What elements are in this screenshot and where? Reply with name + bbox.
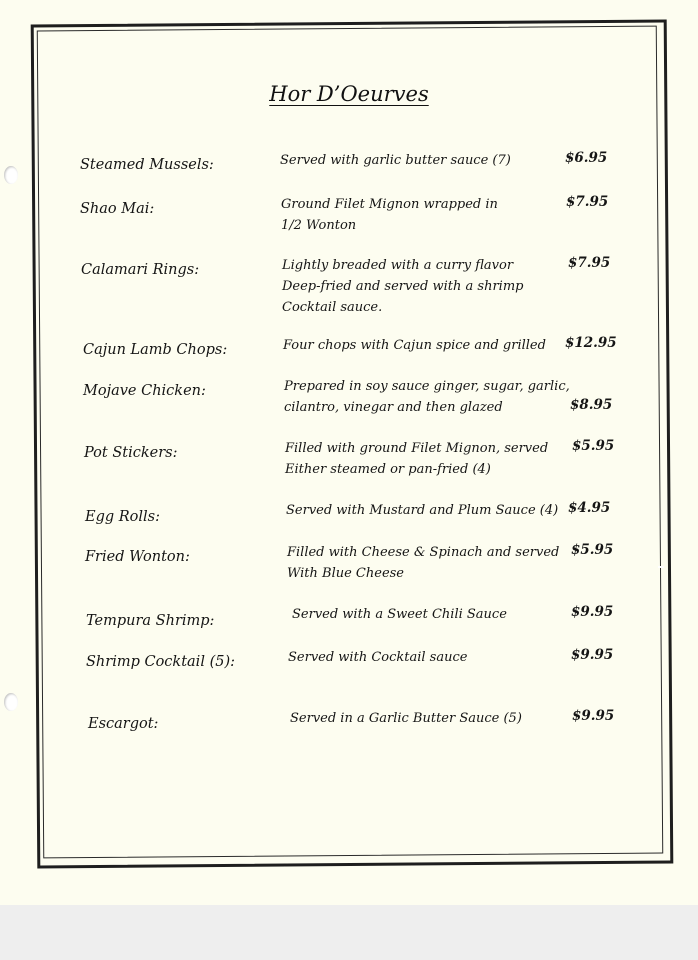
- description-line: Served with a Sweet Chili Sauce: [292, 607, 507, 622]
- menu-item: [0, 376, 698, 436]
- menu-item-name: Cajun Lamb Chops:: [83, 342, 228, 358]
- menu-item-price: $5.95: [571, 542, 614, 558]
- menu-item-name: Fried Wonton:: [85, 549, 190, 565]
- menu-item-name: Tempura Shrimp:: [86, 613, 215, 629]
- menu-item-name: Egg Rolls:: [85, 509, 161, 525]
- menu-item-name: Shao Mai:: [80, 201, 155, 217]
- menu-item: [0, 255, 698, 315]
- menu-item-price: $5.95: [572, 438, 615, 454]
- description-line: Served with garlic butter sauce (7): [280, 153, 511, 168]
- menu-item-description: [292, 604, 577, 625]
- menu-item-description: [284, 376, 569, 418]
- menu-item-description: [286, 500, 571, 521]
- menu-item-price: $7.95: [568, 255, 611, 271]
- menu-item-description: [288, 647, 573, 668]
- description-line: Cocktail sauce.: [282, 300, 383, 315]
- menu-item-price: $9.95: [571, 647, 614, 663]
- description-line: 1/2 Wonton: [281, 218, 357, 233]
- menu-item: [0, 647, 698, 707]
- description-line: Deep-fried and served with a shrimp: [282, 279, 524, 294]
- menu-item-description: [287, 542, 572, 584]
- menu-item-price: $7.95: [566, 194, 609, 210]
- description-line: Filled with Cheese & Spinach and served: [287, 545, 560, 560]
- menu-item-description: [285, 438, 570, 480]
- menu-item: [0, 542, 698, 602]
- menu-item-description: [290, 708, 575, 729]
- menu-item: [0, 438, 698, 498]
- menu-item-price: $6.95: [565, 150, 608, 166]
- scan-margin: [0, 905, 698, 960]
- description-line: Filled with ground Filet Mignon, served: [285, 441, 549, 456]
- menu-item: [0, 194, 698, 254]
- menu-item-price: $9.95: [572, 708, 615, 724]
- description-line: With Blue Cheese: [287, 566, 404, 581]
- menu-item-name: Escargot:: [88, 716, 159, 732]
- menu-item-price: $4.95: [568, 500, 611, 516]
- menu-item-name: Calamari Rings:: [81, 262, 200, 278]
- menu-item-price: $12.95: [565, 335, 617, 351]
- description-line: cilantro, vinegar and then glazed: [284, 400, 503, 415]
- menu-item: [0, 708, 698, 768]
- menu-item-description: [283, 335, 568, 356]
- description-line: Served with Cocktail sauce: [288, 650, 468, 665]
- menu-item-price: $9.95: [571, 604, 614, 620]
- menu-item-description: [282, 255, 567, 318]
- description-line: Lightly breaded with a curry flavor: [282, 258, 514, 273]
- menu-item-name: Steamed Mussels:: [80, 157, 214, 173]
- description-line: Either steamed or pan-fried (4): [285, 462, 491, 477]
- menu-item-name: Pot Stickers:: [84, 445, 178, 461]
- menu-item-name: Shrimp Cocktail (5):: [86, 654, 235, 670]
- description-line: Four chops with Cajun spice and grilled: [283, 338, 546, 353]
- description-line: Served in a Garlic Butter Sauce (5): [290, 711, 522, 726]
- description-line: Ground Filet Mignon wrapped in: [281, 197, 498, 212]
- menu-item-description: [280, 150, 565, 171]
- menu-item-price: $8.95: [570, 397, 613, 413]
- menu-title: Hor D’Oeurves: [269, 82, 429, 106]
- description-line: Served with Mustard and Plum Sauce (4): [286, 503, 559, 518]
- description-line: Prepared in soy sauce ginger, sugar, garlic,: [284, 379, 570, 394]
- menu-item-description: [281, 194, 566, 236]
- menu-item-name: Mojave Chicken:: [83, 383, 206, 399]
